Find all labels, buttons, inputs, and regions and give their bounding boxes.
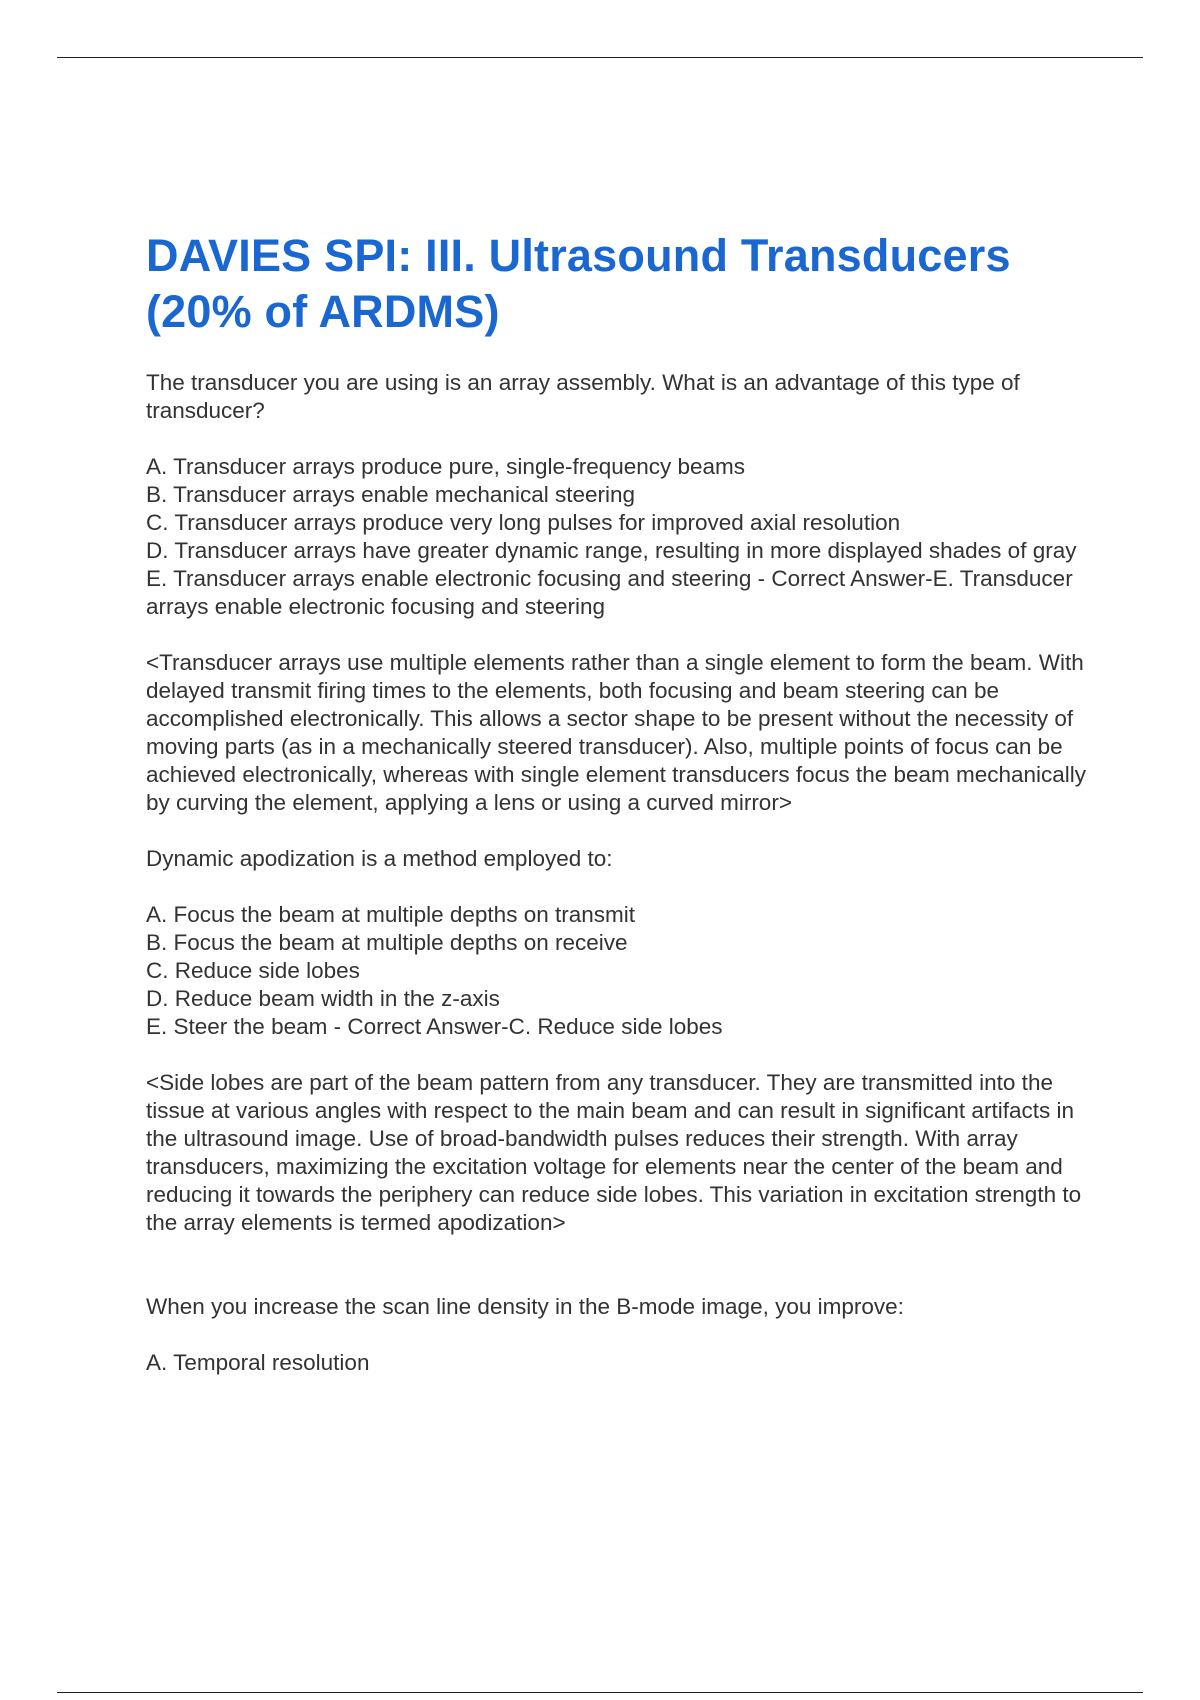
question-2	[146, 845, 1091, 1237]
answer-options	[146, 901, 1091, 1041]
top-rule	[57, 57, 1143, 58]
answer-option: B. Transducer arrays enable mechanical steering	[146, 482, 636, 507]
answer-explanation: <Transducer arrays use multiple elements rather than a single element to form the beam. With delayed transmit firing times to the elements, both focusing and beam steering can be accomplished electronically. This allows a sector shape to be present without the necessity of moving parts (as in a mechanically steered transducer). Also, multiple points of focus can be achieved electronically, whereas with single element transducers focus the beam mechanically by curving the element, applying a lens or using a curved mirror>	[146, 650, 1087, 815]
question-1	[146, 369, 1091, 817]
question-prompt: Dynamic apodization is a method employed to:	[146, 846, 613, 871]
answer-option: C. Transducer arrays produce very long pulses for improved axial resolution	[146, 510, 901, 535]
document-body	[146, 228, 1091, 1377]
bottom-rule	[57, 1692, 1143, 1693]
answer-option: C. Reduce side lobes	[146, 958, 360, 983]
question-3	[146, 1293, 1091, 1377]
answer-option-correct: E. Transducer arrays enable electronic focusing and steering - Correct Answer-E. Transducer arrays enable electronic focusing and steering	[146, 566, 1073, 619]
answer-option: A. Temporal resolution	[146, 1350, 370, 1375]
answer-option-correct: E. Steer the beam - Correct Answer-C. Reduce side lobes	[146, 1014, 723, 1039]
answer-option: A. Focus the beam at multiple depths on transmit	[146, 902, 635, 927]
answer-options	[146, 1349, 1091, 1377]
question-prompt: When you increase the scan line density in the B-mode image, you improve:	[146, 1294, 904, 1319]
question-prompt: The transducer you are using is an array assembly. What is an advantage of this type of transducer?	[146, 370, 1020, 423]
document-title: DAVIES SPI: III. Ultrasound Transducers (20% of ARDMS)	[146, 230, 1011, 337]
answer-explanation: <Side lobes are part of the beam pattern from any transducer. They are transmitted into the tissue at various angles with respect to the main beam and can result in significant artifacts in the ultrasound image. Use of broad-bandwidth pulses reduces their strength. With array transducers, maximizing the excitation voltage for elements near the center of the beam and reducing it towards the periphery can reduce side lobes. This variation in excitation strength to the array elements is termed apodization>	[146, 1070, 1082, 1235]
answer-option: D. Transducer arrays have greater dynamic range, resulting in more displayed shades of gray	[146, 538, 1077, 563]
answer-option: D. Reduce beam width in the z-axis	[146, 986, 500, 1011]
answer-option: B. Focus the beam at multiple depths on receive	[146, 930, 628, 955]
answer-option: A. Transducer arrays produce pure, single-frequency beams	[146, 454, 746, 479]
answer-options	[146, 453, 1091, 621]
